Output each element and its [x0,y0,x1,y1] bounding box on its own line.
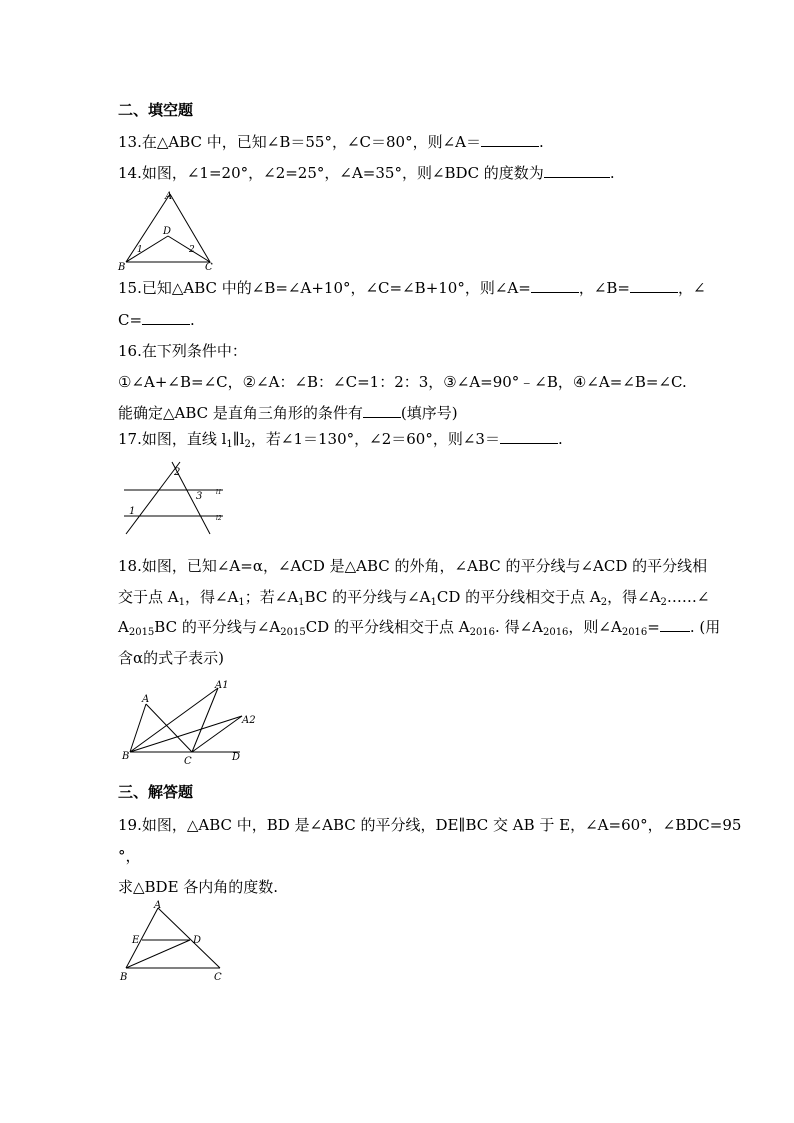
question-18-line-1: 18.如图，已知∠A=α，∠ACD 是△ABC 的外角，∠ABC 的平分线与∠ACD 的平分线相 [118,557,708,575]
question-18-line-2 [118,587,709,607]
q17-label-1: 1 [129,506,136,517]
q18-s10: 2016 [542,627,569,638]
q15-end: . [190,311,195,329]
q18-s2: 1 [238,597,245,608]
q17-sub-1: 1 [226,439,233,450]
q17-label-2: 2 [174,467,181,478]
q18-s1: 1 [178,597,185,608]
question-17 [118,429,563,449]
q14-label-a: A [165,191,173,202]
q14-figure [118,190,218,272]
question-16-line-1: 16.在下列条件中： [118,342,247,360]
q18-t2: ，得∠A [184,588,239,606]
q18-t1: 交于点 A [118,588,179,606]
question-19-line-1: 19.如图，△ABC 中，BD 是∠ABC 的平分线，DE∥BC 交 AB 于 E，∠A=60°，∠BDC=95 [118,816,742,834]
section-title-fill-blank: 二、填空题 [118,101,194,119]
q18-s9: 2016 [469,627,496,638]
q14-label-c: C [205,262,213,273]
q18-t7: ……∠ [666,588,710,606]
q18-t3: ；若∠A [244,588,299,606]
q14-label-b: B [118,262,126,273]
q18-s11: 2016 [621,627,648,638]
q17-label-l1: l1 [216,489,222,496]
q15-text-c: ，∠ [678,279,706,297]
q13-answer-blank[interactable] [481,132,539,147]
q18-t11: . 得∠A [495,618,543,636]
q18-label-a: A [142,694,150,705]
q15-answer-b-blank[interactable] [630,278,678,293]
q18-s3: 1 [298,597,305,608]
q17-text-a: 17.如图，直线 l [118,430,227,448]
question-16-conditions: ①∠A+∠B=∠C，②∠A：∠B：∠C=1：2：3，③∠A=90°﹣∠B，④∠A=∠B=∠C. [118,373,687,391]
question-14 [118,163,615,183]
q15-text-b: ，∠B= [578,279,630,297]
q13-end: . [538,133,544,151]
q18-t5: CD 的平分线相交于点 A [436,588,601,606]
question-13 [118,132,544,152]
q18-t8: A [118,618,129,636]
q19-label-b: B [120,972,128,983]
section-title-solve: 三、解答题 [118,783,194,801]
q14-answer-blank[interactable] [544,163,610,178]
q18-t6: ，得∠A [607,588,661,606]
q18-s4: 1 [430,597,437,608]
q17-text-c: ，若∠1＝130°，∠2＝60°，则∠3＝ [250,430,500,448]
q15-text-d: C= [118,311,143,329]
question-19-line-3: 求△BDE 各内角的度数. [118,878,279,896]
q18-label-a1: A1 [215,680,229,691]
q18-figure [118,678,258,768]
q19-label-c: C [214,972,222,983]
q15-text-a: 15.已知△ABC 中的∠B=∠A+10°，∠C=∠B+10°，则∠A= [118,279,531,297]
q18-t13: = [647,618,660,636]
q16-text-a: 能确定△ABC 是直角三角形的条件有 [118,404,363,422]
q17-label-l2: l2 [216,515,222,522]
question-18-line-4: 含α的式子表示) [118,649,224,667]
question-16-line-3 [118,403,458,423]
q19-label-d: D [193,935,202,946]
q18-t4: BC 的平分线与∠A [304,588,431,606]
q16-answer-blank[interactable] [363,403,401,418]
q18-s7: 2015 [128,627,155,638]
question-18-line-3 [118,617,720,637]
q18-s6: 2 [660,597,667,608]
q19-label-e: E [132,935,140,946]
q18-s5: 2 [600,597,608,608]
q19-label-a: A [154,900,162,911]
q17-answer-blank[interactable] [500,429,558,444]
q18-label-a2: A2 [242,715,256,726]
q18-t10: CD 的平分线相交于点 A [305,618,470,636]
q17-label-3: 3 [196,491,203,502]
q13-text: 13.在△ABC 中，已知∠B＝55°，∠C＝80°，则∠A＝ [118,133,481,151]
q18-label-d: D [232,752,241,763]
q14-end: . [609,164,615,182]
q18-t12: ，则∠A [568,618,622,636]
q17-figure [118,460,233,538]
q17-sub-2: 2 [244,439,251,450]
question-15-line-1 [118,278,706,298]
question-15-line-2 [118,310,195,330]
q18-t14: . (用 [689,618,721,636]
q18-t9: BC 的平分线与∠A [154,618,281,636]
q18-answer-blank[interactable] [660,617,690,632]
q18-label-c: C [184,756,192,767]
q17-text-b: ∥l [232,430,245,448]
q18-label-b: B [122,751,130,762]
q19-figure [118,900,228,985]
q15-answer-c-blank[interactable] [142,310,190,325]
q14-label-2: 2 [189,245,195,255]
q18-s8: 2015 [280,627,306,638]
q14-label-1: 1 [137,245,143,255]
q14-label-d: D [163,226,172,237]
q17-end: . [557,430,563,448]
q16-text-b: (填序号) [400,404,458,422]
q14-text: 14.如图，∠1=20°，∠2=25°，∠A=35°，则∠BDC 的度数为 [118,164,544,182]
question-19-line-2: °， [118,847,141,865]
q15-answer-a-blank[interactable] [531,278,579,293]
